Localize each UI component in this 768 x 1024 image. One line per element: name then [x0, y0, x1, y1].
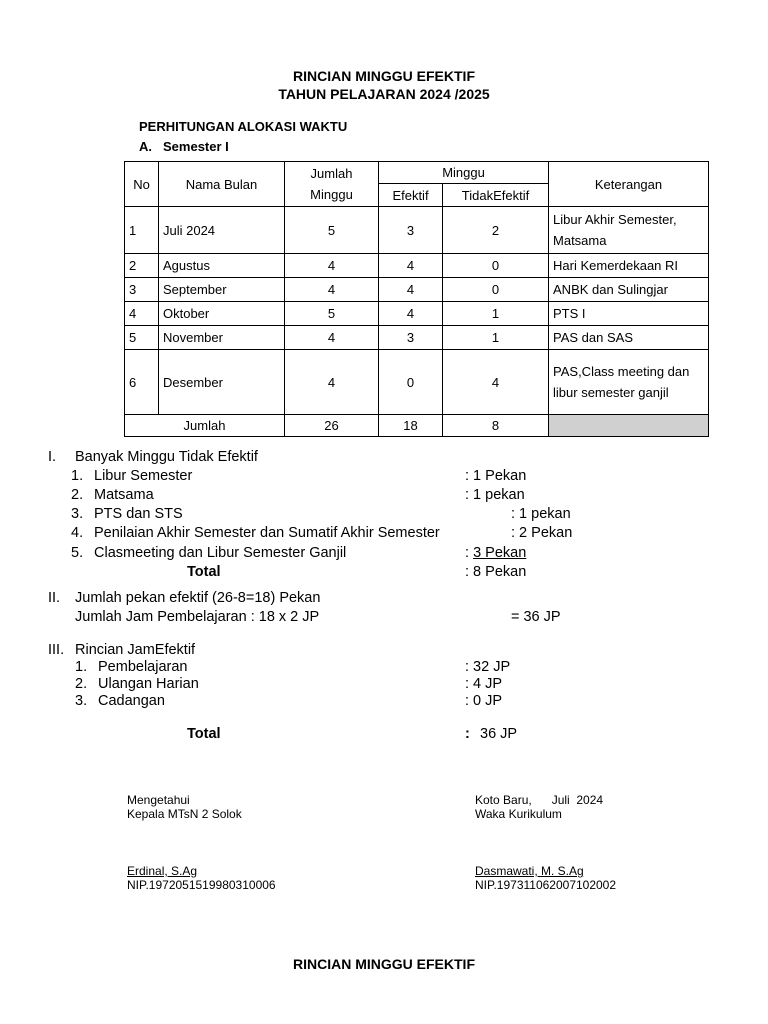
- section1-item-value-prefix: :: [465, 545, 474, 561]
- sig-left-line1: Mengetahui: [127, 793, 190, 807]
- cell-bulan: Juli 2024: [159, 207, 285, 254]
- header-keterangan: Keterangan: [549, 162, 709, 207]
- section3-item-value: : 4 JP: [465, 676, 503, 692]
- section1-item-label: PTS dan STS: [94, 506, 183, 522]
- cell-tidak-efektif: 2: [443, 207, 549, 254]
- section1-item-num: 4.: [71, 525, 84, 541]
- cell-jumlah: 4: [285, 278, 379, 302]
- cell-no: 3: [125, 278, 159, 302]
- cell-no: 4: [125, 302, 159, 326]
- cell-tidak-efektif: 1: [443, 302, 549, 326]
- section3-item-num: 1.: [75, 659, 88, 675]
- table-row: [125, 326, 709, 350]
- section3-item-value: : 0 JP: [465, 693, 503, 709]
- section2-numeral: II.: [48, 590, 61, 606]
- sig-left-nip: NIP.197205151998031000​6: [127, 878, 276, 892]
- section1-title: Banyak Minggu Tidak Efektif: [75, 449, 258, 465]
- table-total-row: [125, 415, 709, 437]
- section3-item-label: Cadangan: [98, 693, 165, 709]
- section1-item-num: 2.: [71, 487, 84, 503]
- cell-keterangan: PTS I: [549, 302, 709, 326]
- cell-efektif: 4: [379, 254, 443, 278]
- total-jumlah: 26: [285, 415, 379, 437]
- footer-title: RINCIAN MINGGU EFEKTIF: [293, 956, 475, 972]
- section1-item-label: Libur Semester: [94, 468, 193, 484]
- cell-efektif: 0: [379, 350, 443, 415]
- header-jumlah-minggu: [285, 162, 379, 207]
- cell-no: 2: [125, 254, 159, 278]
- total-tidak-efektif: 8: [443, 415, 549, 437]
- total-keterangan-empty: [549, 415, 709, 437]
- semester-heading: Semester I: [163, 139, 229, 154]
- cell-tidak-efektif: 4: [443, 350, 549, 415]
- cell-bulan: Agustus: [159, 254, 285, 278]
- cell-jumlah: 4: [285, 350, 379, 415]
- sig-left-line2: Kepala MTsN 2 Solok: [127, 807, 242, 821]
- cell-no: 1: [125, 207, 159, 254]
- header-nama-bulan: Nama Bulan: [159, 162, 285, 207]
- header-tidak-efektif: TidakEfektif: [443, 184, 549, 207]
- cell-keterangan: ANBK dan Sulingjar: [549, 278, 709, 302]
- document-subtitle: TAHUN PELAJARAN 2024 /2025: [278, 86, 490, 102]
- section1-item-num: 5.: [71, 545, 84, 561]
- document-title: RINCIAN MINGGU EFEKTIF: [293, 68, 475, 84]
- section1-item-value: : 1 pekan: [465, 487, 525, 503]
- section1-item-label: Penilaian Akhir Semester dan Sumatif Akhir Semester: [94, 525, 440, 541]
- cell-efektif: 3: [379, 207, 443, 254]
- section1-item-num: 1.: [71, 468, 84, 484]
- cell-bulan: Desember: [159, 350, 285, 415]
- cell-jumlah: 4: [285, 326, 379, 350]
- table-row: [125, 207, 709, 254]
- section1-item-num: 3.: [71, 506, 84, 522]
- section3-total-label: Total: [187, 726, 221, 742]
- sig-right-name: Dasmawati, M. S.Ag: [475, 864, 584, 878]
- section1-numeral: I.: [48, 449, 57, 465]
- cell-efektif: 3: [379, 326, 443, 350]
- table-row: [125, 350, 709, 415]
- header-efektif: Efektif: [379, 184, 443, 207]
- cell-keterangan: PAS dan SAS: [549, 326, 709, 350]
- sig-right-line1: Koto Baru, Juli 2024: [475, 793, 604, 807]
- sig-right-nip: NIP.197311062007102002: [475, 878, 617, 892]
- cell-keterangan: PAS,Class meeting dan libur semester ganjil: [549, 350, 709, 415]
- cell-bulan: November: [159, 326, 285, 350]
- cell-efektif: 4: [379, 302, 443, 326]
- cell-keterangan: Libur Akhir Semester, Matsama: [549, 207, 709, 254]
- cell-jumlah: 5: [285, 207, 379, 254]
- cell-tidak-efektif: 0: [443, 254, 549, 278]
- sig-right-line2: Waka Kurikulum: [475, 807, 562, 821]
- cell-no: 6: [125, 350, 159, 415]
- section3-numeral: III.: [48, 642, 65, 658]
- cell-tidak-efektif: 1: [443, 326, 549, 350]
- section1-total-value: : 8 Pekan: [465, 564, 527, 580]
- total-efektif: 18: [379, 415, 443, 437]
- section2-line2-value: = 36 JP: [511, 609, 561, 625]
- table-header-row: [125, 162, 709, 184]
- section3-total-colon: :: [465, 726, 470, 742]
- section3-item-value: : 32 JP: [465, 659, 511, 675]
- section1-item-label: Clasmeeting dan Libur Semester Ganjil: [94, 545, 347, 561]
- cell-bulan: Oktober: [159, 302, 285, 326]
- section1-item-value-underlined: 3 Pekan: [473, 545, 527, 561]
- section1-item-value: [465, 545, 526, 561]
- cell-jumlah: 4: [285, 254, 379, 278]
- table-row: [125, 254, 709, 278]
- section1-item-value: : 1 Pekan: [465, 468, 527, 484]
- section1-item-value: : 2 Pekan: [511, 525, 573, 541]
- table-row: [125, 302, 709, 326]
- section3-item-num: 3.: [75, 693, 88, 709]
- section3-item-label: Ulangan Harian: [98, 676, 199, 692]
- section3-item-label: Pembelajaran: [98, 659, 188, 675]
- cell-jumlah: 5: [285, 302, 379, 326]
- table-row: [125, 278, 709, 302]
- cell-tidak-efektif: 0: [443, 278, 549, 302]
- header-minggu: Minggu: [379, 162, 549, 184]
- section1-item-value: : 1 pekan: [511, 506, 571, 522]
- section3-title: Rincian JamEfektif: [75, 642, 196, 658]
- header-jumlah-line1: Jumlah: [310, 166, 353, 181]
- section1-item-label: Matsama: [94, 487, 154, 503]
- section3-item-num: 2.: [75, 676, 88, 692]
- section3-total-value: 36 JP: [480, 726, 518, 742]
- section2-line1: Jumlah pekan efektif (26-8=18) Pekan: [75, 590, 321, 606]
- section2-line2: Jumlah Jam Pembelajaran : 18 x 2 JP: [75, 609, 320, 625]
- sig-left-name: Erdinal, S.Ag: [127, 864, 198, 878]
- rincian-table: [124, 161, 709, 437]
- section1-total-label: Total: [187, 564, 221, 580]
- cell-keterangan: Hari Kemerdekaan RI: [549, 254, 709, 278]
- header-no: No: [125, 162, 159, 207]
- header-jumlah-line2: Minggu: [310, 187, 353, 202]
- cell-no: 5: [125, 326, 159, 350]
- total-label: Jumlah: [125, 415, 285, 437]
- semester-letter: A.: [139, 139, 152, 154]
- cell-efektif: 4: [379, 278, 443, 302]
- cell-bulan: September: [159, 278, 285, 302]
- section-heading: PERHITUNGAN ALOKASI WAKTU: [139, 119, 348, 134]
